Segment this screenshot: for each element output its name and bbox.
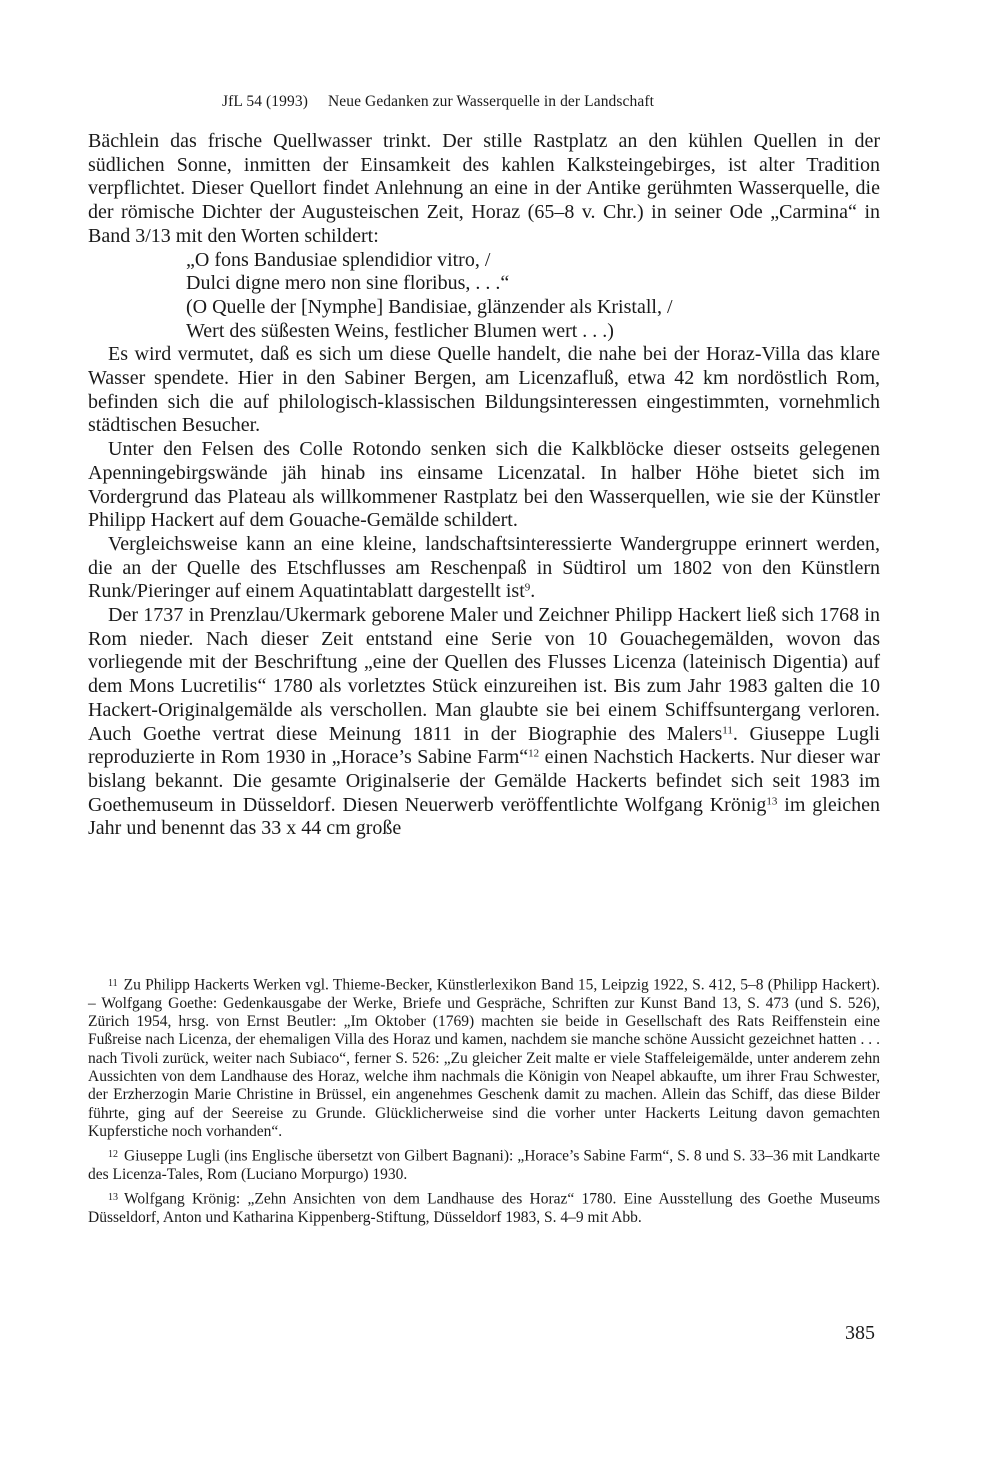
verse-line: (O Quelle der [Nymphe] Bandisiae, glänzender als Kristall, / xyxy=(186,295,673,318)
footnote-ref-12: 12 xyxy=(528,747,540,760)
footnote-12 xyxy=(88,1146,880,1184)
verse-quote xyxy=(186,249,880,344)
paragraph-4 xyxy=(88,533,880,604)
paragraph-1: Bächlein das frische Quellwasser trinkt. Der stille Rastplatz an den kühlen Quellen in der südlichen Sonne, inmitten der Einsamkeit des kahlen Kalksteingebirges, ist alter Tradition verpflichtet. Dieser Quellort findet Anlehnung an eine in der Antike gerühmten Wasserquelle, die der römische Dichter der Augusteischen Zeit, Horaz (65–8 v. Chr.) in seiner Ode „Carmina“ in Band 3/13 mit den Worten schildert: xyxy=(88,130,880,247)
paragraph-5-text-c: einen Nachstich Hackerts. Nur dieser war bislang bekannt. Die gesamte Originalserie der Gemälde Hackerts befindet sich seit 1983 im Goethemuseum in Düsseldorf. Diesen Neuerwerb veröffentlichte Wolfgang Krönig xyxy=(88,746,880,816)
footnote-text: Zu Philipp Hackerts Werken vgl. Thieme-Becker, Künstlerlexikon Band 15, Leipzig 1922, S. 412, 5–8 (Philipp Hackert). – Wolfgang Goethe: Gedenkausgabe der Werke, Briefe und Gespräche, Schriften zur Kunst Band 13, S. 473 (und S. 526), Zürich 1954, hrsg. von Ernst Beutler: „Im Oktober (1769) machten sie beide in Gesellschaft des Rats Reiffenstein eine Fußreise nach Licenza, der ehemaligen Villa des Horaz und kamen, nachdem sie manche schöne Aussicht gezeichnet hatten . . . nach Tivoli zurück, weiter nach Subiaco“, ferner S. 526: „Zu gleicher Zeit malte er viele Staffeleigemälde, unter anderem zehn Aussichten von dem Landhause des Horaz, welche ihm nachmals die Königin von Neapel abkaufte, um ihrer Frau Schwester, der Erzherzogin Marie Christine in Brüssel, ein angenehmes Geschenk damit zu machen. Allein das Schiff, das diese Bilder führte, ging auf der Seereise zu Grunde. Glücklicherweise sind die vorher unter Hackerts Leitung davon gemachten Kupferstiche noch vorhanden“. xyxy=(88,976,880,1140)
footnote-13 xyxy=(88,1189,880,1227)
footnote-number: 12 xyxy=(108,1149,118,1161)
journal-citation: JfL 54 (1993) xyxy=(222,93,308,110)
paragraph-4-end: . xyxy=(530,580,536,603)
running-title: Neue Gedanken zur Wasserquelle in der Landschaft xyxy=(327,93,654,110)
paragraph-3: Unter den Felsen des Colle Rotondo senken sich die Kalkblöcke dieser ostseits gelegenen Apenningebirgswände jäh hinab ins einsame Licenzatal. In halber Höhe bietet sich im Vordergrund das Plateau als willkommener Rastplatz bei den Wasserquellen, wie sie der Künstler Philipp Hackert auf dem Gouache-Gemälde schildert. xyxy=(88,438,880,532)
footnote-text: Wolfgang Krönig: „Zehn Ansichten von dem Landhause des Horaz“ 1780. Eine Ausstellung des Goethe Museums Düsseldorf, Anton und Katharina Kippenberg-Stiftung, Düsseldorf 1983, S. 4–9 mit Abb. xyxy=(88,1190,880,1227)
footnote-text: Giuseppe Lugli (ins Englische übersetzt von Gilbert Bagnani): „Horace’s Sabine Farm“, S. 8 und S. 33–36 mit Landkarte des Licenza-Tales, Rom (Luciano Morpurgo) 1930. xyxy=(88,1147,880,1183)
footnotes xyxy=(88,975,880,1232)
verse-line: Dulci digne mero non sine floribus, . . .“ xyxy=(186,272,510,295)
running-head xyxy=(222,93,654,111)
footnote-number: 13 xyxy=(108,1192,118,1204)
footnote-ref-11: 11 xyxy=(722,723,733,736)
footnote-number: 11 xyxy=(108,978,118,989)
main-text xyxy=(88,130,880,841)
paragraph-5-text-a: Der 1737 in Prenzlau/Ukermark geborene Maler und Zeichner Philipp Hackert ließ sich 1768 in Rom nieder. Nach dieser Zeit entstand eine Serie von 10 Gouachegemälden, wovon das vorliegende mit der Beschriftung „eine der Quellen des Flusses Licenza (lateinisch Digentia) auf dem Mons Lucretilis“ 1780 als vorletztes Stück einzureihen ist. Bis zum Jahr 1983 galten die 10 Hackert-Originalgemälde als verschollen. Man glaubte sie bei einem Schiffsuntergang verloren. Auch Goethe vertrat diese Meinung 1811 in der Biographie des Malers xyxy=(88,604,880,745)
footnote-11 xyxy=(88,975,880,1141)
page-number: 385 xyxy=(845,1322,875,1344)
verse-line: „O fons Bandusiae splendidior vitro, / xyxy=(186,248,491,271)
paragraph-2: Es wird vermutet, daß es sich um diese Quelle handelt, die nahe bei der Horaz-Villa das klare Wasser spendete. Hier in den Sabiner Bergen, am Licenzafluß, etwa 42 km nordöstlich Rom, befinden sich die auf philologisch-klassischen Bildungsinteressen eingestimmten, vornehmlich städtischen Besucher. xyxy=(88,343,880,437)
footnote-ref-9: 9 xyxy=(524,581,531,594)
paragraph-5 xyxy=(88,604,880,841)
footnote-ref-13: 13 xyxy=(766,795,778,808)
paragraph-5-text-d: im gleichen Jahr und benennt das 33 x 44 cm große xyxy=(88,793,881,840)
paragraph-4-text: Vergleichsweise kann an eine kleine, landschaftsinteressierte Wandergruppe erinnert werden, die an der Quelle des Etschflusses am Reschenpaß in Südtirol um 1802 von den Künstlern Runk/Pieringer auf einem Aquatintablatt dargestellt ist xyxy=(88,532,880,603)
paragraph-5-text-b: . Giuseppe Lugli reproduzierte in Rom 1930 in „Horace’s Sabine Farm“ xyxy=(88,722,880,769)
verse-line: Wert des süßesten Weins, festlicher Blumen wert . . .) xyxy=(186,319,614,342)
